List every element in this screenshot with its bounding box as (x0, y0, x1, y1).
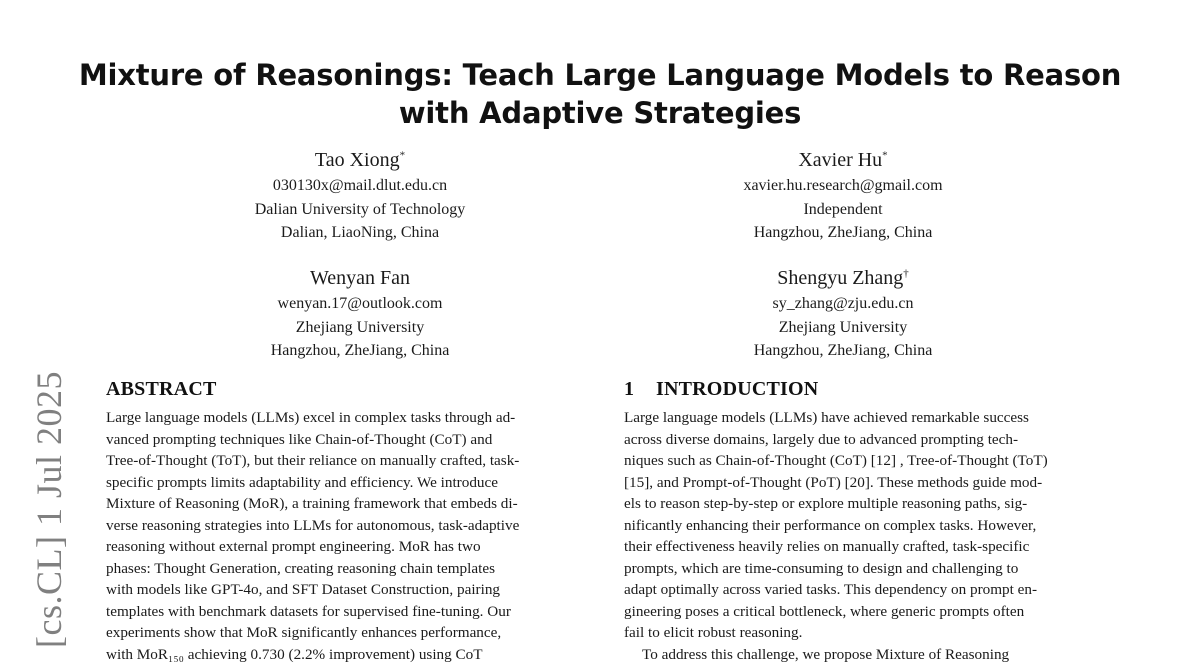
author-name-text: Xavier Hu (798, 149, 883, 171)
author-block-xavier-hu (643, 147, 1043, 245)
introduction-line: gineering poses a critical bottleneck, where generic prompts often (624, 602, 1025, 620)
introduction-line: Large language models (LLMs) have achieved remarkable success (624, 409, 1029, 426)
introduction-line-clipped: To address this challenge, we propose Mixture of Reasoning (642, 645, 1010, 663)
author-email: wenyan.17@outlook.com (277, 295, 443, 312)
abstract-line: Mixture of Reasoning (MoR), a training framework that embeds di- (106, 495, 518, 512)
introduction-heading (624, 376, 818, 402)
author-location: Hangzhou, ZheJiang, China (753, 342, 933, 359)
author-email: xavier.hu.research@gmail.com (743, 177, 943, 194)
author-affiliation: Zhejiang University (295, 318, 425, 336)
author-name (643, 265, 1043, 291)
author-location: Hangzhou, ZheJiang, China (270, 342, 450, 359)
abstract-line: experiments show that MoR significantly enhances performance, (106, 624, 502, 641)
introduction-line: their effectiveness heavily relies on manually crafted, task-specific (624, 538, 1030, 555)
author-name-text: Shengyu Zhang (777, 267, 904, 289)
author-email: 030130x@mail.dlut.edu.cn (272, 177, 448, 194)
author-block-shengyu-zhang (643, 265, 1043, 363)
author-affiliation: Zhejiang University (778, 318, 908, 336)
abstract-line: Tree-of-Thought (ToT), but their reliance on manually crafted, task- (106, 452, 520, 469)
introduction-line: adapt optimally across varied tasks. This dependency on prompt en- (624, 581, 1038, 598)
author-location: Hangzhou, ZheJiang, China (753, 224, 933, 241)
introduction-line: nificantly enhancing their performance on complex tasks. However, (624, 516, 1037, 534)
equal-contribution-mark: * (399, 149, 406, 162)
paper-title (60, 56, 1140, 132)
section-heading-text: INTRODUCTION (656, 378, 819, 400)
paper-title-line-1: Mixture of Reasonings: Teach Large Language Models to Reason (78, 58, 1122, 92)
abstract-body (106, 407, 580, 663)
introduction-line: [15], and Prompt-of-Thought (PoT) [20]. These methods guide mod- (624, 473, 1043, 491)
section-number: 1 (624, 378, 635, 400)
paper-title-line-2: with Adaptive Strategies (398, 96, 802, 130)
corresponding-author-mark: † (903, 267, 909, 280)
abstract-line: Large language models (LLMs) excel in complex tasks through ad- (106, 409, 516, 426)
author-name (160, 147, 560, 173)
author-block-wenyan-fan (160, 265, 560, 363)
introduction-line: els to reason step-by-step or explore multiple reasoning paths, sig- (624, 495, 1028, 512)
equal-contribution-mark: * (882, 149, 888, 162)
author-email: sy_zhang@zju.edu.cn (772, 295, 914, 312)
abstract-line: vanced prompting techniques like Chain-of-Thought (CoT) and (106, 430, 493, 448)
author-name (643, 147, 1043, 173)
introduction-line: niques such as Chain-of-Thought (CoT) [12] , Tree-of-Thought (ToT) (624, 452, 1048, 469)
abstract-line: reasoning without external prompt engineering. MoR has two (106, 538, 481, 555)
author-name-text: Wenyan Fan (309, 267, 411, 289)
arxiv-stamp: [cs.CL] 1 Jul 2025 (29, 371, 69, 648)
abstract-line-clipped: with MoR₁₅₀ achieving 0.730 (2.2% improvement) using CoT (106, 645, 483, 663)
introduction-body (624, 407, 1098, 663)
abstract-line: with models like GPT-4o, and SFT Dataset Construction, pairing (106, 581, 501, 598)
introduction-line: across diverse domains, largely due to advanced prompting tech- (624, 430, 1019, 448)
introduction-line: prompts, which are time-consuming to design and challenging to (624, 559, 1019, 577)
abstract-line: specific prompts limits adaptability and efficiency. We introduce (106, 473, 498, 491)
author-name (160, 265, 560, 291)
author-block-tao-xiong (160, 147, 560, 245)
author-location: Dalian, LiaoNing, China (280, 224, 440, 241)
abstract-heading: ABSTRACT (106, 378, 217, 400)
abstract-line: templates with benchmark datasets for supervised fine-tuning. Our (106, 602, 511, 620)
abstract-line: verse reasoning strategies into LLMs for autonomous, task-adaptive (106, 516, 520, 534)
introduction-line: fail to elicit robust reasoning. (624, 624, 803, 641)
author-name-text: Tao Xiong (314, 149, 400, 171)
author-affiliation: Independent (803, 200, 883, 218)
author-affiliation: Dalian University of Technology (254, 200, 466, 218)
abstract-line: phases: Thought Generation, creating reasoning chain templates (106, 559, 495, 577)
